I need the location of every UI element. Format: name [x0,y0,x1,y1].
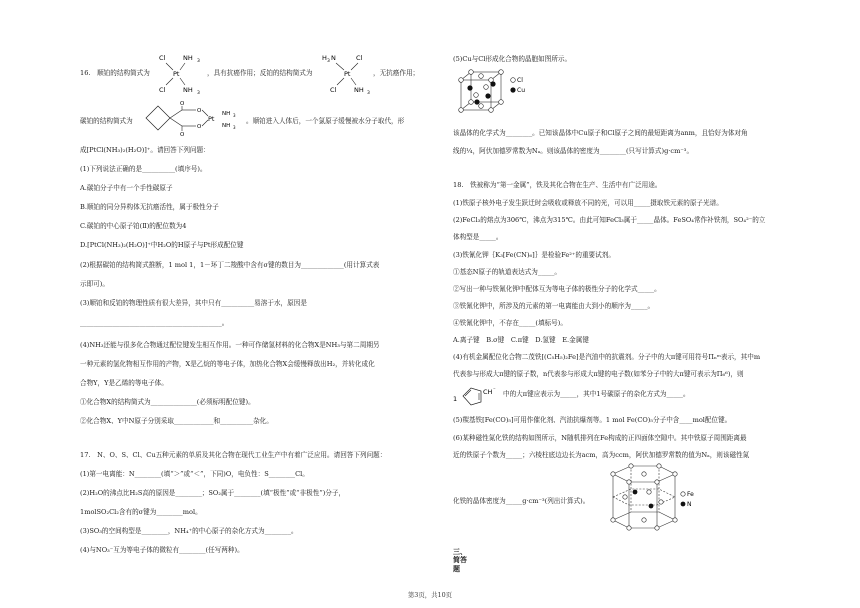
mol2-cl2: Cl [330,86,337,94]
q16-option-d: D.[PtCl(NH₃)₂(H₂O)]⁺中H₂O的H原子与Pt形成配位键 [80,241,244,249]
q16-line2b: 。顺铂进入人体后，一个氯原子缓慢被水分子取代，形 [246,117,405,125]
mol3-pt: Pt [208,115,215,123]
q16-part4-e: ②化合物X、Y中N原子分别采取____________和__________杂化。 [80,417,273,425]
svg-text:3: 3 [367,91,370,96]
q16-part2: (2)根据碳铂的结构简式推断，1 mol 1，1－环丁二羧酸中含有σ键的数目为_____________(用计算式表 [80,261,380,269]
svg-text:NH: NH [222,123,231,129]
mol1-cl2: Cl [159,86,166,94]
q16-line3: 成[PtCl(NH₃)₂(H₂O)]⁺。请回答下列问题： [80,146,210,154]
q16-option-c: C.碳铂的中心原子铂(Ⅱ)的配位数为4 [80,222,187,230]
q17-part3: (3)SO₃的空间构型是________，NH₄⁺的中心原子的杂化方式为________。 [80,527,298,535]
q18-part5-intro: (5)Cu与Cl形成化合物的晶胞如图所示。 [453,55,572,63]
q18-part4-b: 代表参与形成大π键的原子数，n代表参与形成大π键的电子数(如苯分子中的大π键可表示为Π₆⁶)，则 [453,370,744,378]
legend-cl: Cl [517,77,523,84]
q16-part3-cont: ___________________________________________。 [80,319,229,327]
legend-cu: Cu [517,87,525,94]
q16-part4-d: ①化合物X的结构简式为______________(必须标明配位键)。 [80,398,255,406]
carboplatin-structure [140,98,248,138]
q16-line1b: ，具有抗癌作用；反铂的结构简式为 [207,69,313,77]
svg-text:O: O [197,124,202,130]
mol1-nh2: NH [183,86,193,94]
q16-part2-cont: 示即可)。 [80,280,109,288]
q18-part3-options: A.离子键 B.σ键 C.π键 D.氢键 E.金属键 [453,336,589,344]
q18-part2-cont: 体构型是_____。 [453,233,503,241]
ring-ch-label: CH [483,388,493,396]
q16-part4-b: 一种元素的氢化物相互作用的产物，X是乙烷的等电子体，加热化合物X会缓慢释放出H₂，并转化成化 [80,360,375,368]
svg-text:3: 3 [233,125,236,130]
q18-line1: 18. 铁被称为“第一金属”，铁及其化合物在生产、生活中有广泛用途。 [453,181,662,189]
mol2-cl1: Cl [356,54,363,62]
q17-part1: (1)第一电离能：N________(填“＞”或“＜”，下同)O，电负性：S________Cl。 [80,470,309,478]
q18-part3-d: ④铁氰化钾中，不存在_____(填标号)。 [453,319,567,327]
q18-part6: (6)某种磁性氮化铁的结构如图所示，N随机排列在Fe构成的正四面体空隙中。其中铁原子周围距离最 [453,434,747,442]
q16-part1: (1)下列说法正确的是__________(填序号)。 [80,165,207,173]
q18-part5-line3: 线的¼，阿伏加德罗常数为Nₐ。则该晶体的密度为________(只写计算式)g·cm⁻³。 [453,147,694,155]
page-footer: 第3页，共10页 [407,591,453,599]
mol1-cl1: Cl [159,54,166,62]
legend-fe: Fe [687,491,694,498]
section-heading-short-answer: 三、简答题 [453,547,467,573]
q18-part2: (2)FeCl₃的熔点为306℃，沸点为315℃。由此可知FeCl₃属于_____晶体。FeSO₄常作补铁剂，SO₄²⁻的立 [453,216,766,224]
q16-option-a: A.碳铂分子中有一个手性碳原子 [80,184,173,192]
mol1-pt: Pt [173,70,180,78]
q18-part3-c: ③铁氰化钾中，所涉及的元素的第一电离能由大到小的顺序为_____。 [453,302,655,310]
mol2-pt: Pt [344,70,351,78]
q16-part4: (4)NH₃还能与很多化合物通过配位键发生相互作用。一种可作储氢材料的化合物X是NH₃与第二周期另 [80,341,380,349]
q18-part6-b: 近的铁原子个数为_____；六棱柱底边边长为acm，高为ccm，阿伏加德罗常数的值为Nₐ，则该磁性氮 [453,451,750,459]
q16-line1a: 16. 顺铂的结构简式为 [80,69,150,77]
legend-n: N [687,501,692,508]
svg-text:3: 3 [197,59,200,64]
q16-part3: (3)顺铂和反铂的物理性质有很大差异，其中只有__________易溶于水，原因是 [80,299,307,307]
transplatin-structure [322,50,374,96]
cucl-unit-cell-figure [455,66,535,126]
q18-part5: (5)羰基铁[Fe(CO)₅]可用作催化剂、汽油抗爆剂等。1 mol Fe(CO)₅分子中含____mol配位键。 [453,416,732,424]
svg-text:3: 3 [327,59,330,64]
svg-text:O: O [180,132,185,138]
q18-part1: (1)铁原子核外电子发生跃迁时会吸收或释放不同的光，可以用_____摄取铁元素的原子光谱。 [453,199,723,207]
svg-text:3: 3 [197,91,200,96]
q16-line2a: 碳铂的结构简式为 [80,117,133,125]
svg-text:NH: NH [222,111,231,117]
svg-text:3: 3 [233,113,236,118]
q18-part4: (4)有机金属配位化合物二茂铁[(C₅H₅)₂Fe]是汽油中的抗震剂。分子中的大π键可用符号Πₙᵐ表示，其中m [453,353,761,361]
q16-part4-c: 合物Y，Y是乙烯的等电子体。 [80,379,168,387]
mol1-nh1: NH [183,54,193,62]
q17-part2-cont: 1molSO₂Cl₂含有的σ键为________mol。 [80,508,202,516]
svg-text:O: O [197,108,202,114]
q17-part4: (4)与NO₃⁻互为等电子体的微粒有________(任写两种)。 [80,546,244,554]
svg-text:⁻: ⁻ [493,387,496,393]
iron-nitride-hexagonal-prism-figure [605,462,705,534]
q17-part2: (2)H₂O的沸点比H₂S高的原因是________；SO₂属于________(填“极性”或“非极性”)分子， [80,489,346,497]
q18-part5-line2: 该晶体的化学式为________。已知该晶体中Cu原子和Cl原子之间的最短距离为anm，且恰好为体对角 [453,129,748,137]
q16-line1c: ，无抗癌作用； [373,69,420,77]
q18-part4-c: 中的大π键应表示为_____，其中1号碳原子的杂化方式为_____。 [503,390,690,398]
mol2-h: H [322,54,327,62]
mol2-nh: NH [354,86,364,94]
q18-part3-b: ②写出一种与铁氰化钾中配体互为等电子体的极性分子的化学式_____。 [453,285,661,293]
q16-option-b: B.顺铂的同分异构体无抗癌活性，属于极性分子 [80,203,219,211]
q18-part6-c: 化铁的晶体密度为_____g·cm⁻³(列出计算式)。 [453,497,590,505]
cisplatin-structure [155,50,207,96]
q17-line1: 17. N、O、S、Cl、Cu五种元素的单质及其化合物在现代工业生产中有着广泛应用。请回答下列问题： [80,451,387,459]
cyclopentadienyl-ring-figure [453,382,503,408]
q18-part3: (3)铁氰化钾｛K₃[Fe(CN)₆]｝是检验Fe²⁺的重要试剂。 [453,251,615,259]
ring-carbon-number: 1 [453,395,458,403]
q18-part3-a: ①基态N原子的轨道表达式为_____。 [453,268,561,276]
mol2-n: N [331,54,336,62]
svg-text:O: O [180,101,185,107]
